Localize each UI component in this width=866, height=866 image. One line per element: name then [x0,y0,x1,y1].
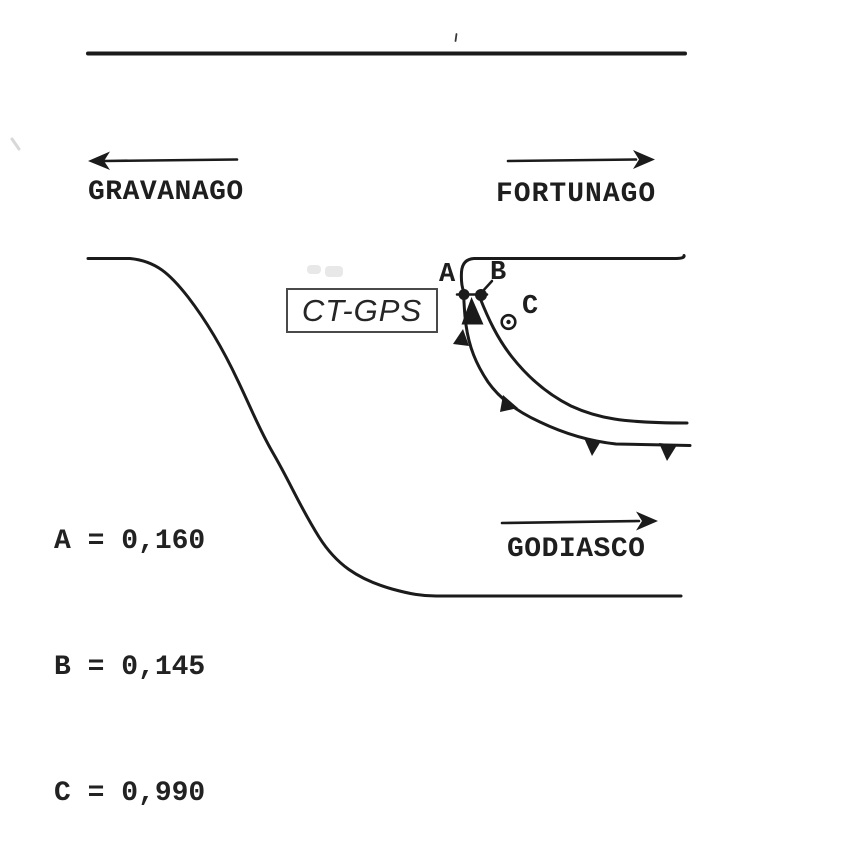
gravanago-arrow-shaft [104,160,237,162]
label-gravanago: GRAVANAGO [88,177,244,208]
measurement-list [54,437,205,866]
scan-smudge-ghost-2 [325,266,343,277]
point-label-a: A [439,260,456,290]
point-a-marker [459,289,470,300]
point-label-c: C [522,292,539,322]
label-fortunago: FORTUNAGO [496,179,657,210]
scan-smudge-ghost-1 [307,265,321,274]
ct-gps-box [286,288,438,333]
fault-tooth-3 [584,438,601,456]
godiasco-arrow-shaft [502,521,639,523]
ct-gps-label: CT-GPS [301,292,423,328]
measurement-c: C = 0,990 [54,778,206,809]
point-label-b: B [490,258,507,288]
scan-smudge-left [12,139,19,149]
point-c-marker-dot [506,320,510,324]
fortunago-arrow-shaft [508,160,636,162]
label-godiasco: GODIASCO [507,534,646,565]
fault-tooth-4 [659,443,677,461]
measurement-b: B = 0,145 [54,652,206,683]
point-b-marker [475,289,487,301]
measurement-a: A = 0,160 [54,526,206,557]
tick-mark [456,34,457,41]
